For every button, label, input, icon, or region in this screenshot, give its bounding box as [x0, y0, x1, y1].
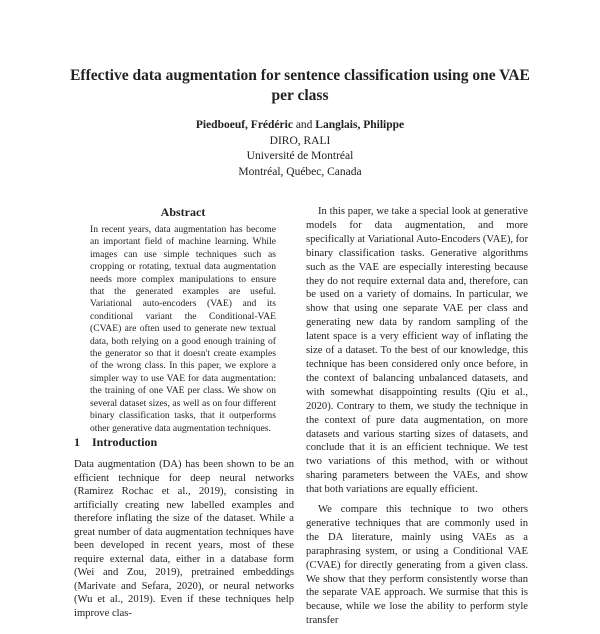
section-heading-introduction — [74, 435, 294, 450]
abstract-text: In recent years, data augmentation has become an important field of machine learning. While images can use simple techniques such as cropping or rotating, textual data augmentation needs more complex manipulations to ensure that the generated examples are useful. Variational auto-encoders (VAE) and its conditional variant the Conditional-VAE (CVAE) are often used to generate new textual data, both relying on a good enough training of the generator so that it doesn't create examples of the wrong class. In this paper, we explore a simpler way to use VAE for data augmentation: the training of one VAE per class. We show on several dataset sizes, as well as on four different binary classification tasks, that it outperforms other generative data augmentation techniques. — [90, 224, 276, 434]
body-paragraph-2: We compare this technique to two others generative techniques that are commonly used in the DA literature, mainly using VAEs as a paraphrasing system, or using a Conditional VAE (CVAE) for directly generating from a given class. We show that they perform consistently worse than the separate VAE approach. We surmise that this is because, while we lose the ability to perform style transfer — [306, 504, 528, 627]
section-title: Introduction — [92, 435, 158, 449]
location: Montréal, Québec, Canada — [238, 165, 362, 178]
author-1: Piedboeuf, Frédéric — [195, 119, 293, 131]
right-column — [306, 205, 528, 634]
author-2: Langlais, Philippe — [315, 119, 405, 131]
paper-title: Effective data augmentation for sentence classification using one VAE per class — [70, 67, 530, 104]
university: Université de Montréal — [246, 150, 354, 162]
abstract-heading: Abstract — [160, 205, 206, 219]
author-block — [150, 118, 450, 180]
author-names — [150, 118, 450, 134]
body-paragraph-1: In this paper, we take a special look at generative models for data augmentation, and more specifically at Variational Auto-Encoders (VAE), for binary classification tasks. Generative algorithms such as the VAE are especially interesting because they do not require external data and, therefore, can be used on a variety of domains. In particular, we show that using one separate VAE per class and generating new data by random sampling of the latent space is a very efficient way of inflating the size of a dataset. To the best of our knowledge, this technique has been considered only once before, in the context of balancing unbalanced datasets, and with somewhat disappointing results (Qiu et al., 2020). Contrary to them, we study the technique in the context of pure data augmentation, on more datasets and various starting sizes of datasets, and conclude that it is an efficient technique. We test two variations of this method, with or without sharing parameters between the VAEs, and show that both variations are equally efficient. — [306, 206, 529, 496]
section-number: 1 — [74, 435, 80, 449]
introduction-paragraph: Data augmentation (DA) has been shown to be an efficient technique for deep neural networks (Ramirez Rochac et al., 2019), consisting in artificially creating new labelled examples and therefore inflating the size of the dataset. While a great number of data augmentation techniques have been developed in recent years, most of these require external data, either in a database form (Wei and Zou, 2019), pretrained embeddings (Marivate and Sefara, 2020), or neural networks (Wu et al., 2019). Even if these techniques help improve clas- — [74, 459, 294, 619]
author-conjunction: and — [295, 119, 313, 131]
affiliation: DIRO, RALI — [269, 134, 331, 147]
